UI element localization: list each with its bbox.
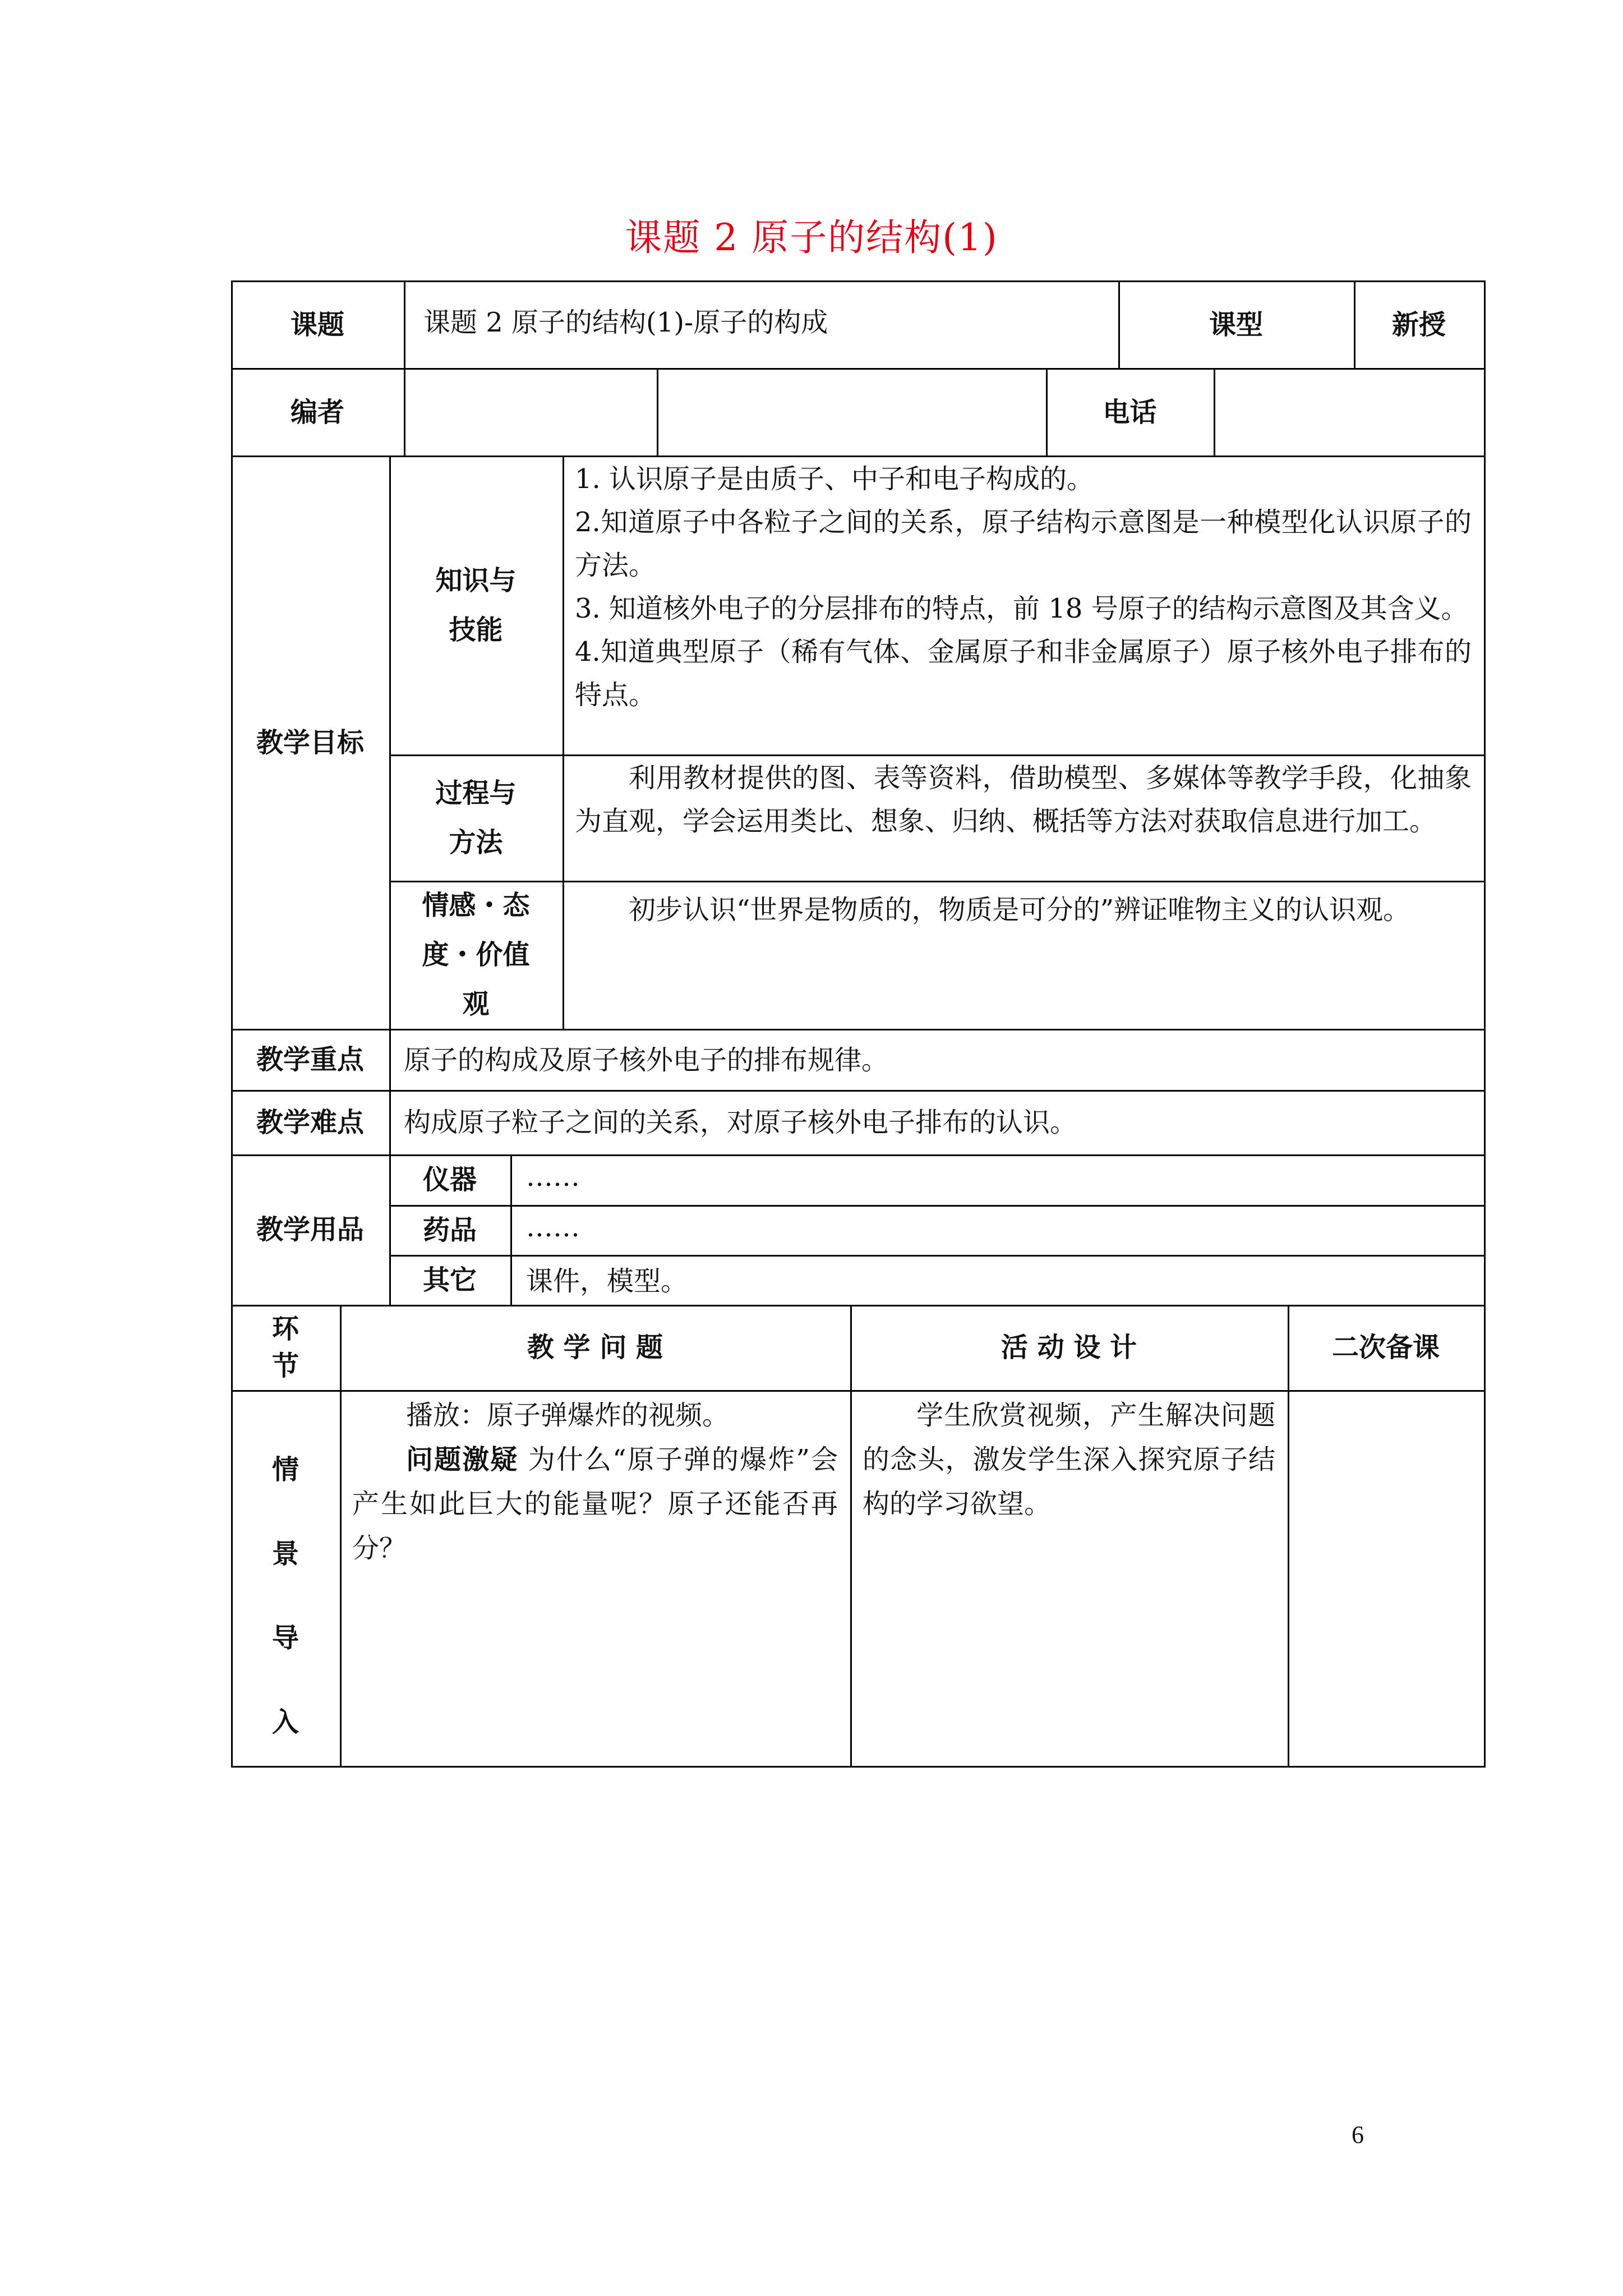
other-value: 课件，模型。 [526,1266,688,1297]
type-label: 课型 [1209,309,1263,341]
topic-label: 课题 [290,309,344,341]
knowledge-items [562,455,1484,754]
knowledge-item: 3. 知道核外电子的分层排布的特点，前 18 号原子的结构示意图及其含义。 [575,593,1468,624]
stage-char: 导 [271,1622,299,1654]
difficulty-label: 教学难点 [256,1106,364,1138]
col-question-header: 教 学 问 题 [527,1332,663,1363]
topic-value: 课题 2 原子的结构(1)-原子的构成 [423,307,828,338]
emotion-text: 初步认识“世界是物质的，物质是可分的”辨证唯物主义的认识观。 [629,894,1410,926]
page-number: 6 [1352,2121,1364,2148]
objectives-label: 教学目标 [256,727,364,758]
drugs-value: …… [526,1212,580,1243]
materials-label: 教学用品 [256,1214,364,1245]
other-label: 其它 [422,1264,477,1296]
stage-char: 情 [271,1454,299,1485]
knowledge-item: 4.知道典型原子（稀有气体、金属原子和非金属原子）原子核外电子排布的特点。 [575,636,1472,711]
knowledge-item: 1. 认识原子是由质子、中子和电子构成的。 [575,463,1094,495]
author-value [404,368,657,457]
stage-intro [231,1428,340,1764]
drugs-label: 药品 [422,1214,477,1246]
col-activity-header: 活 动 设 计 [1000,1332,1137,1363]
question-bold: 问题激疑 [406,1444,519,1475]
instruments-label: 仪器 [422,1164,477,1195]
knowledge-label: 知识与 技能 [435,564,517,646]
col-stage-header: 环 节 [271,1313,299,1382]
key-point-label: 教学重点 [256,1043,364,1075]
process-label: 过程与 方法 [435,777,517,858]
author-label: 编者 [290,397,344,428]
col-notes-header: 二次备课 [1331,1332,1440,1363]
key-point-text: 原子的构成及原子核外电子的排布规律。 [404,1045,889,1076]
question-text [340,1390,850,1571]
page-title: 课题 2 原子的结构(1) [625,216,998,259]
emotion-label: 情感・态 度・价值 观 [422,890,530,1020]
phone-value [1214,368,1484,457]
phone-label: 电话 [1103,397,1157,428]
stage-char: 入 [271,1706,299,1738]
difficulty-text: 构成原子粒子之间的关系，对原子核外电子排布的认识。 [404,1107,1077,1138]
stage-char: 景 [271,1538,299,1570]
instruments-value: …… [526,1161,580,1193]
process-text: 利用教材提供的图、表等资料，借助模型、多媒体等教学手段，化抽象为直观，学会运用类比、想象、归纳、概括等方法对获取信息进行加工。 [575,762,1472,837]
question-para-2 [352,1438,838,1571]
question-rest: 为什么“原子弹的爆炸”会产生如此巨大的能量呢？原子还能否再分？ [352,1444,838,1564]
type-value: 新授 [1391,309,1446,341]
knowledge-item: 2.知道原子中各粒子之间的关系，原子结构示意图是一种模型化认识原子的方法。 [575,507,1472,581]
activity-text: 学生欣赏视频，产生解决问题的念头，激发学生深入探究原子结构的学习欲望。 [863,1400,1275,1520]
question-para-1: 播放：原子弹爆炸的视频。 [406,1400,730,1431]
author-extra [657,368,1046,457]
